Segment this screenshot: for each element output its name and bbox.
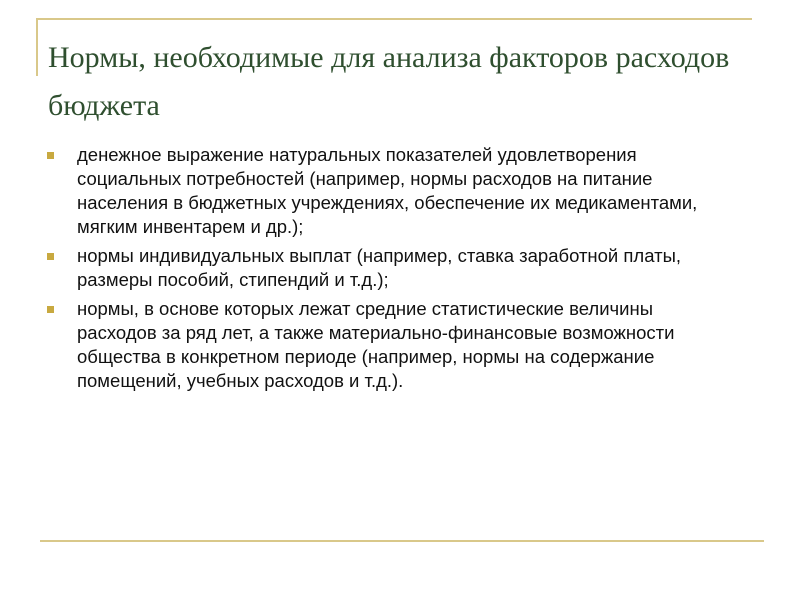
slide-title: Нормы, необходимые для анализа факторов расходов бюджета	[48, 41, 730, 122]
top-vertical-rule	[36, 18, 38, 76]
bullet-item	[44, 297, 734, 393]
top-horizontal-rule	[37, 18, 752, 20]
bullet-item	[44, 244, 734, 292]
bullet-text: нормы индивидуальных выплат (например, ставка заработной платы, размеры пособий, стипендий и т.д.);	[77, 245, 682, 290]
bullet-item	[44, 143, 734, 239]
bullet-list	[44, 143, 734, 398]
bottom-horizontal-rule	[40, 540, 764, 542]
square-bullet-icon	[47, 306, 54, 313]
square-bullet-icon	[47, 253, 54, 260]
bullet-text: денежное выражение натуральных показателей удовлетворения социальных потребностей (например, нормы расходов на питание населения в бюджетных учреждениях, обеспечение их медикаментами, мягким инвентарем и др.);	[77, 144, 698, 237]
square-bullet-icon	[47, 152, 54, 159]
bullet-text: нормы, в основе которых лежат средние статистические величины расходов за ряд лет, а также материально-финансовые возможности общества в конкретном периоде (например, нормы на содержание помещений, учебных расходов и т.д.).	[77, 298, 675, 391]
